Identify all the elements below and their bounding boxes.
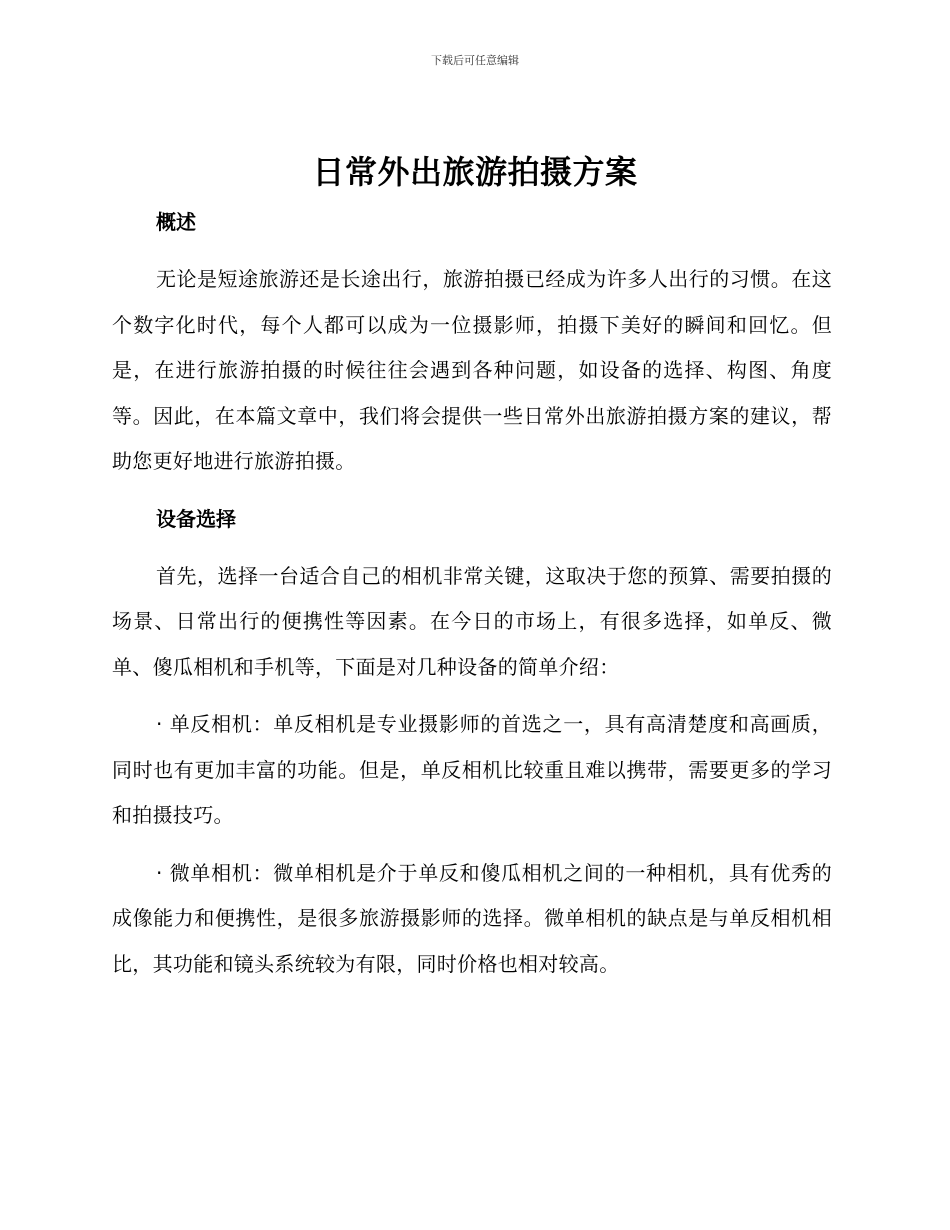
section-heading-equipment: 设备选择	[156, 506, 236, 531]
paragraph-equipment-intro: 首先，选择一台适合自己的相机非常关键，这取决于您的预算、需要拍摄的场景、日常出行的便携性等因素。在今日的市场上，有很多选择，如单反、微单、傻瓜相机和手机等，下面是对几种设备的简单介绍：	[112, 563, 832, 679]
paragraph-overview: 无论是短途旅游还是长途出行，旅游拍摄已经成为许多人出行的习惯。在这个数字化时代，每个人都可以成为一位摄影师，拍摄下美好的瞬间和回忆。但是，在进行旅游拍摄的时候往往会遇到各种问题，如设备的选择、构图、角度等。因此，在本篇文章中，我们将会提供一些日常外出旅游拍摄方案的建议，帮助您更好地进行旅游拍摄。	[112, 267, 832, 473]
document-title: 日常外出旅游拍摄方案	[312, 153, 638, 191]
list-item-dslr: · 单反相机：单反相机是专业摄影师的首选之一，具有高清楚度和高画质，同时也有更加丰富的功能。但是，单反相机比较重且难以携带，需要更多的学习和拍摄技巧。	[112, 712, 832, 827]
page-header: 下载后可任意编辑	[431, 54, 519, 67]
document-body	[112, 202, 832, 987]
section-heading-overview: 概述	[156, 210, 196, 234]
list-item-mirrorless: · 微单相机：微单相机是介于单反和傻瓜相机之间的一种相机，具有优秀的成像能力和便携性，是很多旅游摄影师的选择。微单相机的缺点是与单反相机相比，其功能和镜头系统较为有限，同时价格也相对较高。	[112, 860, 832, 976]
